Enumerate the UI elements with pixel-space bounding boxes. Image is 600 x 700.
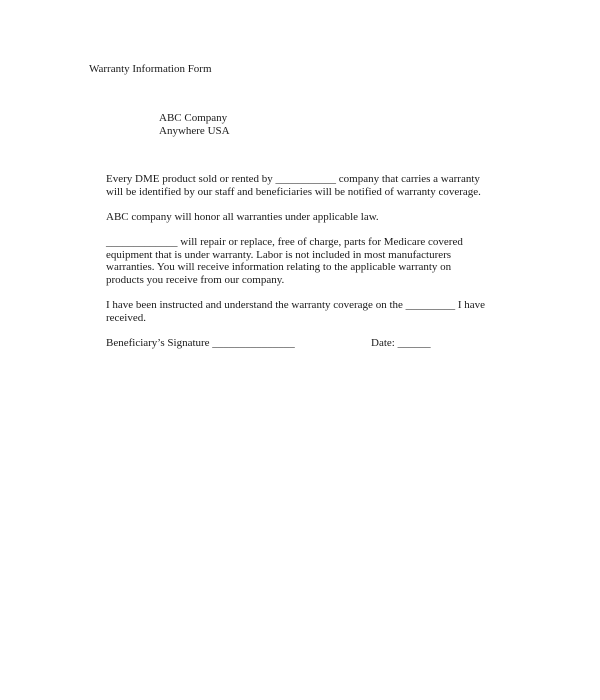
paragraph-honor-warranties <box>106 211 526 224</box>
paragraph-line: I have been instructed and understand the warranty coverage on the _________ I have <box>106 298 486 311</box>
company-address-block <box>159 112 230 137</box>
paragraph-line: equipment that is under warranty. Labor is not included in most manufacturers <box>106 248 452 261</box>
paragraph-line: received. <box>106 311 146 324</box>
company-location: Anywhere USA <box>159 124 230 137</box>
document-body <box>106 173 526 350</box>
paragraph-line: ABC company will honor all warranties under applicable law. <box>106 210 379 223</box>
signature-row <box>106 337 526 350</box>
paragraph-acknowledgement <box>106 299 526 324</box>
company-name: ABC Company <box>159 112 228 124</box>
beneficiary-signature-field: Beneficiary’s Signature _______________ <box>106 336 295 349</box>
paragraph-line: warranties. You will receive information relating to the applicable warranty on <box>106 261 452 274</box>
paragraph-line: products you receive from our company. <box>106 273 285 286</box>
date-field: Date: ______ <box>371 336 431 349</box>
paragraph-warranty-identification <box>106 173 526 198</box>
document-title: Warranty Information Form <box>89 63 212 75</box>
paragraph-repair-replace <box>106 236 526 286</box>
paragraph-line: _____________ will repair or replace, free of charge, parts for Medicare covered <box>106 235 463 248</box>
paragraph-line: Every DME product sold or rented by ___________ company that carries a warranty <box>106 173 480 185</box>
paragraph-line: will be identified by our staff and beneficiaries will be notified of warranty coverage. <box>106 185 481 198</box>
